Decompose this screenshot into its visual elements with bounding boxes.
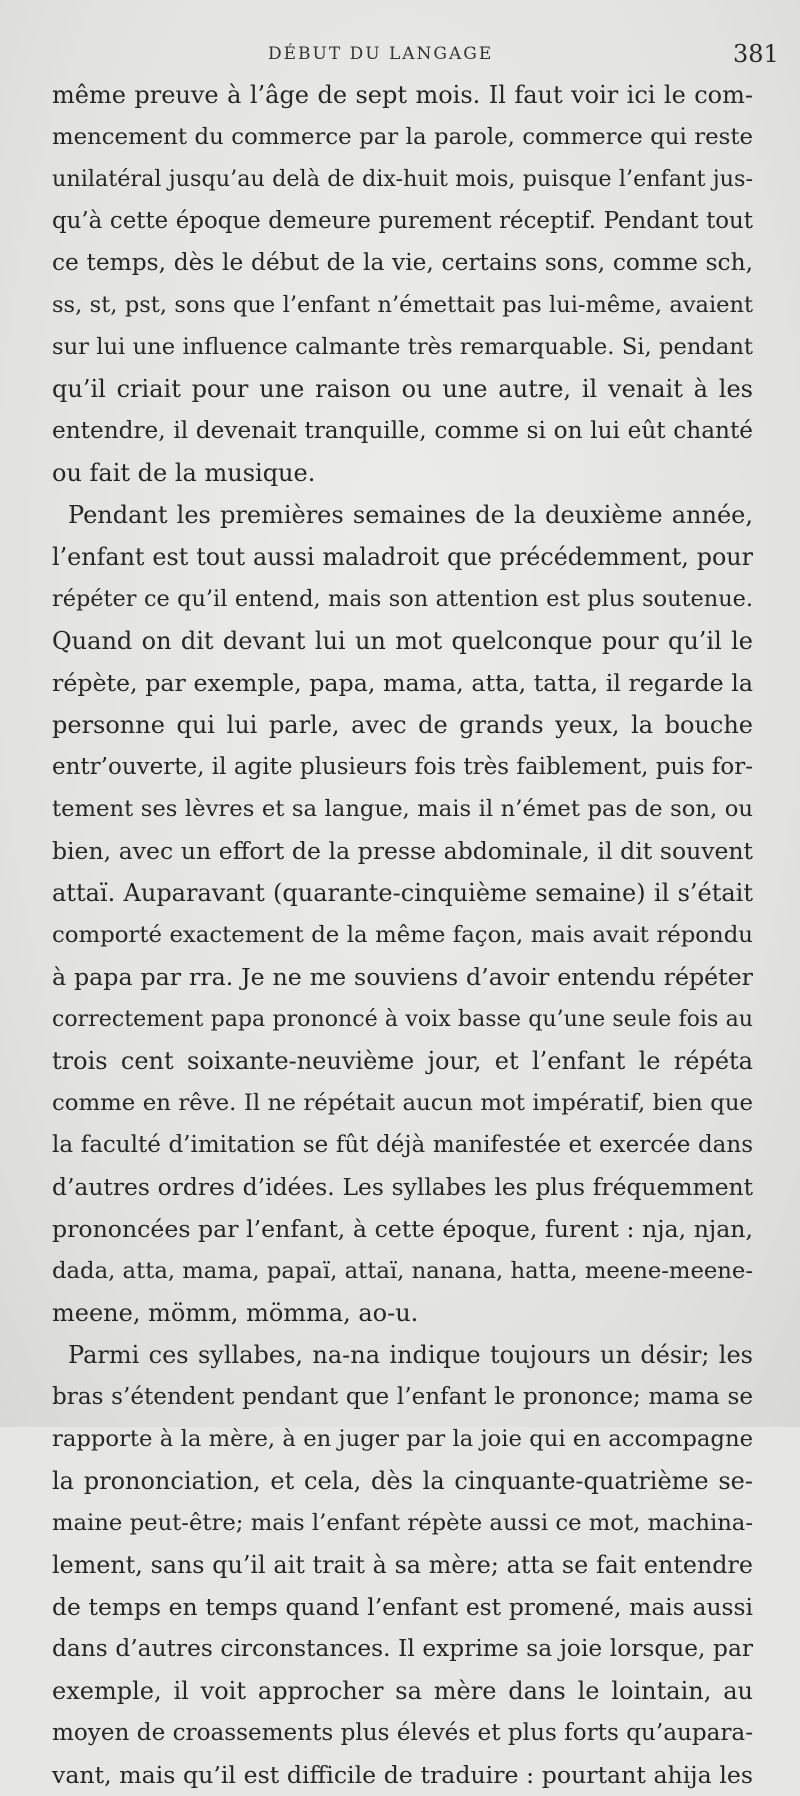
text-line: maine peut-être; mais l’enfant répète aussi ce mot, machina- <box>52 1510 753 1536</box>
text-line: attaï. Auparavant (quarante-cinquième semaine) il s’était <box>52 879 753 907</box>
text-line: à papa par rra. Je ne me souviens d’avoir entendu répéter <box>52 963 753 991</box>
text-line: même preuve à l’âge de sept mois. Il faut voir ici le com- <box>52 81 753 109</box>
text-line: l’enfant est tout aussi maladroit que précédemment, pour <box>52 543 753 571</box>
text-line: dada, atta, mama, papaï, attaï, nanana, hatta, meene-meene- <box>52 1258 753 1284</box>
text-line: qu’il criait pour une raison ou une autre, il venait à les <box>52 375 753 403</box>
text-line: lement, sans qu’il ait trait à sa mère; atta se fait entendre <box>52 1551 753 1579</box>
text-line: ou fait de la musique. <box>52 459 316 487</box>
text-line: bien, avec un effort de la presse abdominale, il dit souvent <box>52 837 753 865</box>
text-line: entendre, il devenait tranquille, comme si on lui eût chanté <box>52 417 753 444</box>
text-line: sur lui une influence calmante très remarquable. Si, pendant <box>52 334 753 360</box>
text-line: mencement du commerce par la parole, commerce qui reste <box>52 124 753 150</box>
text-line: trois cent soixante-neuvième jour, et l’enfant le répéta <box>52 1047 753 1075</box>
text-line: entr’ouverte, il agite plusieurs fois très faiblement, puis for- <box>52 754 753 780</box>
text-line: dans d’autres circonstances. Il exprime sa joie lorsque, par <box>52 1635 753 1662</box>
text-line: répète, par exemple, papa, mama, atta, tatta, il regarde la <box>52 669 753 697</box>
text-line: d’autres ordres d’idées. Les syllabes les plus fréquemment <box>52 1173 753 1201</box>
text-line: bras s’étendent pendant que l’enfant le prononce; mama se <box>52 1384 753 1410</box>
text-line: répéter ce qu’il entend, mais son attention est plus soutenue. <box>52 586 753 612</box>
text-line: meene, mömm, mömma, ao-u. <box>52 1299 419 1327</box>
text-line: de temps en temps quand l’enfant est promené, mais aussi <box>52 1593 753 1621</box>
text-line: moyen de croassements plus élevés et plus forts qu’aupara- <box>52 1720 753 1746</box>
text-line: exemple, il voit approcher sa mère dans le lointain, au <box>52 1677 753 1705</box>
text-line: la prononciation, et cela, dès la cinquante-quatrième se- <box>52 1467 753 1495</box>
text-line: comporté exactement de la même façon, mais avait répondu <box>52 922 753 948</box>
running-head <box>0 40 800 70</box>
text-line: prononcées par l’enfant, à cette époque, furent : nja, njan, <box>52 1215 753 1243</box>
text-line: la faculté d’imitation se fût déjà manifestée et exercée dans <box>52 1132 753 1158</box>
text-line: ss, st, pst, sons que l’enfant n’émettait pas lui-même, avaient <box>52 292 753 318</box>
text-line: Quand on dit devant lui un mot quelconque pour qu’il le <box>52 627 753 655</box>
text-line: unilatéral jusqu’au delà de dix-huit mois, puisque l’enfant jus- <box>52 166 753 192</box>
text-line: Pendant les premières semaines de la deuxième année, <box>68 501 753 529</box>
text-line: vant, mais qu’il est difficile de traduire : pourtant ahija les <box>52 1761 753 1789</box>
text-line: rapporte à la mère, à en juger par la joie qui en accompagne <box>52 1426 753 1452</box>
text-line: personne qui lui parle, avec de grands yeux, la bouche <box>52 711 753 739</box>
text-line: qu’à cette époque demeure purement réceptif. Pendant tout <box>52 208 753 234</box>
text-line: correctement papa prononcé à voix basse qu’une seule fois au <box>52 1006 753 1032</box>
text-line: ce temps, dès le début de la vie, certains sons, comme sch, <box>52 249 753 276</box>
running-title: DÉBUT DU LANGAGE <box>268 44 494 64</box>
text-line: Parmi ces syllabes, na-na indique toujours un désir; les <box>68 1341 753 1369</box>
page-number: 381 <box>733 40 779 68</box>
text-line: tement ses lèvres et sa langue, mais il n’émet pas de son, ou <box>52 796 753 822</box>
text-line: comme en rêve. Il ne répétait aucun mot impératif, bien que <box>52 1090 753 1116</box>
body-text <box>52 74 753 1796</box>
